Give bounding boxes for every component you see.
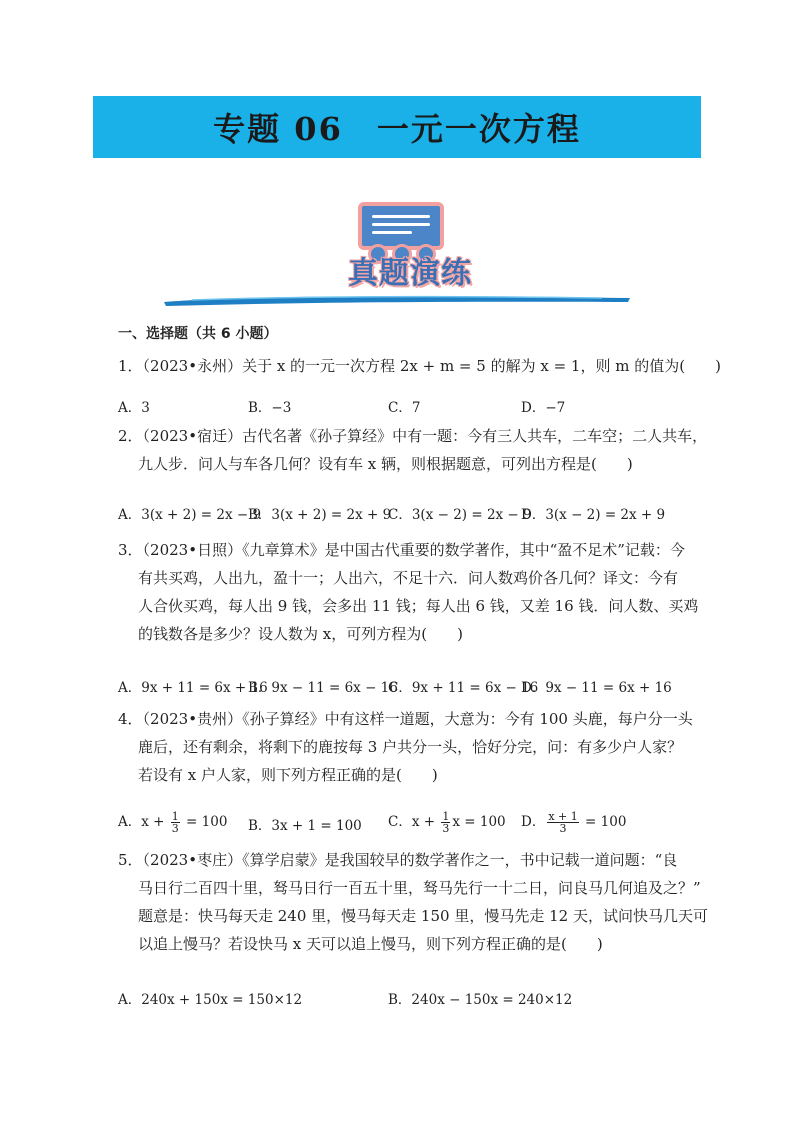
option-a: A．240x + 150x = 150×12 [118,992,303,1008]
fraction: $\frac{1}{3}$ [171,810,179,835]
fraction: $\frac{x + 1}{3}$ [548,810,578,835]
option-a: A．3 [118,400,150,416]
question-line: 鹿后，还有剩余，将剩下的鹿按每 3 户共分一头，恰好分完，问：有多少户人家？ [138,738,683,756]
question-1 [118,352,721,380]
speech-bubble-icon [358,202,444,250]
option-c: C．7 [388,400,421,416]
title-banner [93,96,701,158]
option-a: A．x + $\frac{1}{3}$ = 100 [118,810,228,835]
page-title: 专题 06 一元一次方程 [213,110,581,148]
question-line: 2．（2023•宿迁）古代名著《孙子算经》中有一题：今有三人共车，二车空；二人共车， [118,427,708,445]
question-line: 若设有 x 户人家，则下列方程正确的是( ) [138,766,438,784]
option-b: B．9x − 11 = 6x − 16 [248,680,398,696]
question-4 [118,705,693,789]
question-line: 4．（2023•贵州）《孙子算经》中有这样一道题，大意为：今有 100 头鹿，每户分一头 [118,710,693,728]
option-d: D．3(x − 2) = 2x + 9 [521,507,666,523]
option-b: B．3(x + 2) = 2x + 9 [248,507,392,523]
option-b: B．240x − 150x = 240×12 [388,992,573,1008]
option-b: B．−3 [248,400,292,416]
option-c: C．3(x − 2) = 2x − 9 [388,507,532,523]
question-line: 以追上慢马？若设快马 x 天可以追上慢马，则下列方程正确的是( ) [138,935,603,953]
section-heading: 一、选择题（共 6 小题） [118,326,278,342]
question-line: 3．（2023•日照）《九章算术》是中国古代重要的数学著作，其中“盈不足术”记载：今 [118,541,685,559]
question-line: 的钱数各是多少？设人数为 x，可列方程为( ) [138,625,463,643]
question-line: 人合伙买鸡，每人出 9 钱，会多出 11 钱；每人出 6 钱，又差 16 钱．问人数、买鸡 [138,597,699,615]
question-line: 有共买鸡，人出九，盈十一；人出六，不足十六．问人数鸡价各几何？译文：今有 [138,569,679,587]
option-c: C．9x + 11 = 6x − 16 [388,680,539,696]
question-2 [118,422,708,478]
option-d: D．−7 [521,400,566,416]
question-line: 九人步．问人与车各几何？设有车 x 辆，则根据题意，可列出方程是( ) [138,455,633,473]
fraction: $\frac{1}{3}$ [442,810,450,835]
section-badge [340,198,480,293]
brush-stroke-divider [162,293,632,307]
question-3 [118,536,699,648]
question-line: 5．（2023•枣庄）《算学启蒙》是我国较早的数学著作之一，书中记载一道问题：“良 [118,851,678,869]
badge-label: 真题演练 [348,256,472,291]
option-a: A．3(x + 2) = 2x − 9 [118,507,262,523]
option-a: A．9x + 11 = 6x + 16 [118,680,268,696]
option-d: D． $\frac{x + 1}{3}$ = 100 [521,810,627,835]
question-line: 题意是：快马每天走 240 里，慢马每天走 150 里，慢马先走 12 天，试问快马几天可 [138,907,708,925]
question-line: 马日行二百四十里，驽马日行一百五十里，驽马先行一十二日，问良马几何追及之？” [138,879,701,897]
option-b: B．3x + 1 = 100 [248,818,362,834]
option-d: D．9x − 11 = 6x + 16 [521,680,672,696]
question-line: 1．（2023•永州）关于 x 的一元一次方程 2x + m = 5 的解为 x = 1，则 m 的值为( ) [118,357,721,375]
option-c: C．x + $\frac{1}{3}$ x = 100 [388,810,506,835]
question-5 [118,846,708,958]
